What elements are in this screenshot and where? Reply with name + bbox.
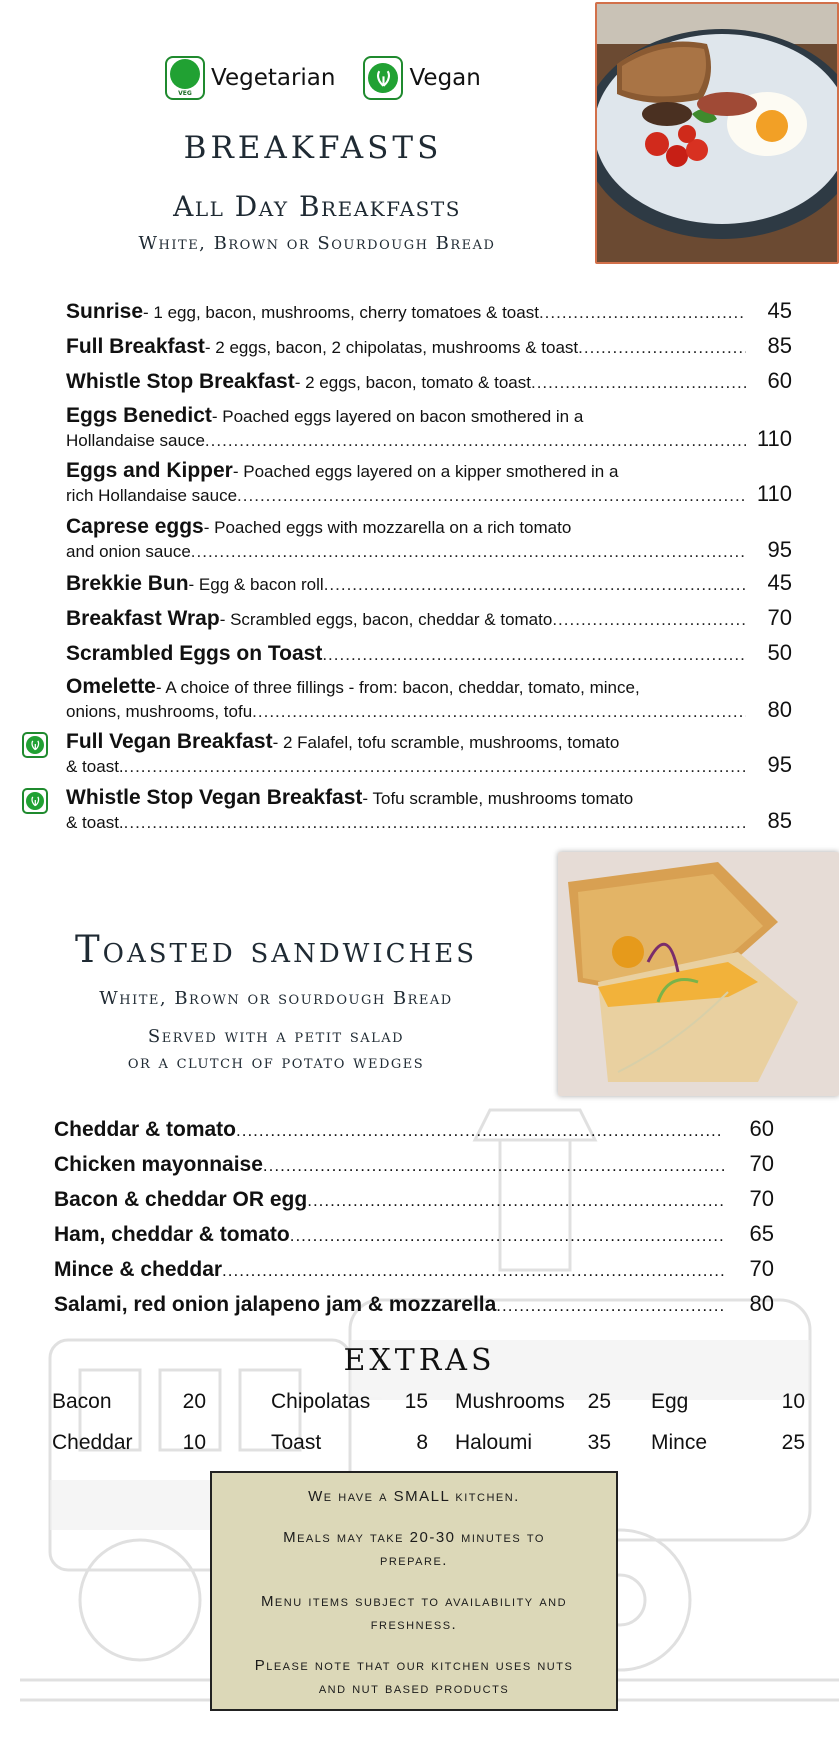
item-name: Eggs and Kipper bbox=[66, 459, 233, 482]
breakfasts-title: BREAKFASTS bbox=[183, 130, 443, 166]
all-day-subtitle: All Day Breakfasts bbox=[173, 190, 461, 223]
item-name: Whistle Stop Vegan Breakfast bbox=[66, 786, 363, 809]
notice-small-kitchen: We have a SMALL kitchen. bbox=[308, 1488, 520, 1505]
item-description: - 1 egg, bacon, mushrooms, cherry tomatoes & toast bbox=[143, 303, 539, 322]
item-description-continued: & toast. bbox=[66, 813, 124, 832]
item-name: Mince & cheddar bbox=[54, 1258, 223, 1281]
item-description: - A choice of three fillings - from: bacon, cheddar, tomato, mince, bbox=[155, 678, 640, 697]
item-name: Caprese eggs bbox=[66, 515, 204, 538]
extra-name: Toast bbox=[271, 1431, 322, 1454]
extra-price: 8 bbox=[416, 1431, 428, 1454]
item-name: Breakfast Wrap bbox=[66, 607, 220, 630]
item-price: 70 bbox=[749, 1151, 774, 1176]
legend-vegan-label: Vegan bbox=[409, 65, 481, 91]
item-name: Bacon & cheddar OR egg bbox=[54, 1188, 308, 1211]
extra-name: Mushrooms bbox=[455, 1390, 565, 1413]
item-description: - Egg & bacon roll bbox=[188, 575, 324, 594]
item-price: 95 bbox=[767, 752, 792, 777]
item-price: 50 bbox=[767, 640, 792, 665]
breakfast-item bbox=[66, 368, 792, 394]
sandwich-served-note-1: Served with a petit salad bbox=[147, 1026, 405, 1047]
item-name: Sunrise bbox=[66, 300, 144, 323]
extras-title: EXTRAS bbox=[343, 1343, 496, 1378]
breakfast-item bbox=[66, 786, 792, 834]
item-price: 80 bbox=[749, 1291, 774, 1316]
legend-vegetarian-label: Vegetarian bbox=[211, 65, 336, 91]
item-description-continued: & toast. bbox=[66, 757, 124, 776]
extra-price: 25 bbox=[781, 1431, 805, 1454]
item-description: - Poached eggs layered on bacon smothered in a bbox=[211, 407, 584, 426]
kitchen-notice bbox=[210, 1471, 618, 1711]
sandwich-served-note-2: or a clutch of potato wedges bbox=[127, 1052, 425, 1073]
item-name: Chicken mayonnaise bbox=[54, 1153, 263, 1176]
item-description: - 2 eggs, bacon, 2 chipolatas, mushrooms & toast bbox=[204, 338, 579, 357]
legend-vegetarian bbox=[165, 56, 335, 100]
vegetarian-icon: VEG bbox=[165, 56, 205, 100]
breakfast-item bbox=[66, 515, 792, 563]
extra-name: Cheddar bbox=[52, 1431, 133, 1454]
item-price: 110 bbox=[756, 426, 792, 451]
item-description: - 2 eggs, bacon, tomato & toast bbox=[294, 373, 531, 392]
extra-name: Chipolatas bbox=[271, 1390, 371, 1413]
item-description-continued: Hollandaise sauce bbox=[66, 431, 205, 450]
extra-price: 35 bbox=[587, 1431, 611, 1454]
item-description: - Scrambled eggs, bacon, cheddar & tomato bbox=[219, 610, 553, 629]
item-description: - Tofu scramble, mushrooms tomato bbox=[362, 789, 634, 808]
breakfast-item bbox=[66, 605, 792, 631]
vegan-leaf-icon bbox=[22, 788, 48, 814]
breakfast-item bbox=[66, 570, 792, 596]
sandwich-item bbox=[54, 1221, 774, 1247]
breakfast-item bbox=[66, 333, 792, 359]
item-description-continued: and onion sauce bbox=[66, 542, 191, 561]
item-price: 70 bbox=[767, 605, 792, 630]
sandwich-item bbox=[54, 1291, 774, 1317]
item-price: 60 bbox=[749, 1116, 774, 1141]
item-name: Full Vegan Breakfast bbox=[66, 730, 273, 753]
extra-price: 25 bbox=[587, 1390, 611, 1413]
item-description-continued: onions, mushrooms, tofu bbox=[66, 702, 253, 721]
item-price: 45 bbox=[767, 570, 792, 595]
item-description-continued: rich Hollandaise sauce bbox=[66, 486, 238, 505]
item-name: Whistle Stop Breakfast bbox=[66, 370, 295, 393]
item-price: 70 bbox=[749, 1186, 774, 1211]
breakfast-item bbox=[66, 404, 792, 452]
extra-price: 20 bbox=[182, 1390, 206, 1413]
sandwich-bread-note: White, Brown or sourdough Bread bbox=[99, 988, 453, 1009]
notice-nuts: Please note that our kitchen uses nuts and nut based products bbox=[254, 1657, 574, 1697]
breakfast-item bbox=[66, 730, 792, 778]
item-name: Cheddar & tomato bbox=[54, 1118, 237, 1141]
breakfast-item bbox=[66, 675, 792, 723]
breakfast-item bbox=[66, 459, 792, 507]
breakfast-photo bbox=[595, 2, 839, 264]
notice-availability: Menu items subject to availability and freshness. bbox=[260, 1593, 568, 1633]
breakfast-bread-note: White, Brown or Sourdough Bread bbox=[138, 233, 496, 254]
item-price: 60 bbox=[767, 368, 792, 393]
notice-wait-time: Meals may take 20-30 minutes to prepare. bbox=[283, 1529, 545, 1569]
item-price: 80 bbox=[767, 697, 792, 722]
item-price: 45 bbox=[767, 298, 792, 323]
item-name: Scrambled Eggs on Toast bbox=[66, 642, 323, 665]
item-name: Full Breakfast bbox=[66, 335, 205, 358]
legend-vegan bbox=[363, 56, 480, 100]
vegan-leaf-icon bbox=[22, 732, 48, 758]
item-description: - 2 Falafel, tofu scramble, mushrooms, tomato bbox=[272, 733, 620, 752]
sandwich-item bbox=[54, 1116, 774, 1142]
item-price: 110 bbox=[756, 481, 792, 506]
extra-price: 10 bbox=[182, 1431, 206, 1454]
breakfast-item bbox=[66, 640, 792, 666]
extra-price: 10 bbox=[781, 1390, 805, 1413]
sandwich-item bbox=[54, 1256, 774, 1282]
item-name: Salami, red onion jalapeno jam & mozzarella bbox=[54, 1293, 497, 1316]
extra-name: Mince bbox=[651, 1431, 708, 1454]
sandwich-item bbox=[54, 1186, 774, 1212]
vegan-leaf-icon bbox=[363, 56, 403, 100]
item-description: - Poached eggs layered on a kipper smothered in a bbox=[232, 462, 619, 481]
diet-legend bbox=[165, 56, 481, 100]
extra-name: Haloumi bbox=[455, 1431, 533, 1454]
item-name: Eggs Benedict bbox=[66, 404, 212, 427]
extra-price: 15 bbox=[404, 1390, 428, 1413]
item-price: 85 bbox=[767, 333, 792, 358]
sandwiches-title: Toasted sandwiches bbox=[74, 928, 478, 971]
item-price: 95 bbox=[767, 537, 792, 562]
extra-name: Egg bbox=[651, 1390, 689, 1413]
breakfast-item bbox=[66, 298, 792, 324]
extra-name: Bacon bbox=[52, 1390, 112, 1413]
sandwich-item bbox=[54, 1151, 774, 1177]
item-name: Omelette bbox=[66, 675, 156, 698]
item-description: - Poached eggs with mozzarella on a rich tomato bbox=[203, 518, 572, 537]
sandwich-photo bbox=[558, 852, 839, 1096]
item-name: Brekkie Bun bbox=[66, 572, 189, 595]
item-price: 85 bbox=[767, 808, 792, 833]
item-name: Ham, cheddar & tomato bbox=[54, 1223, 290, 1246]
item-price: 65 bbox=[749, 1221, 774, 1246]
item-price: 70 bbox=[749, 1256, 774, 1281]
